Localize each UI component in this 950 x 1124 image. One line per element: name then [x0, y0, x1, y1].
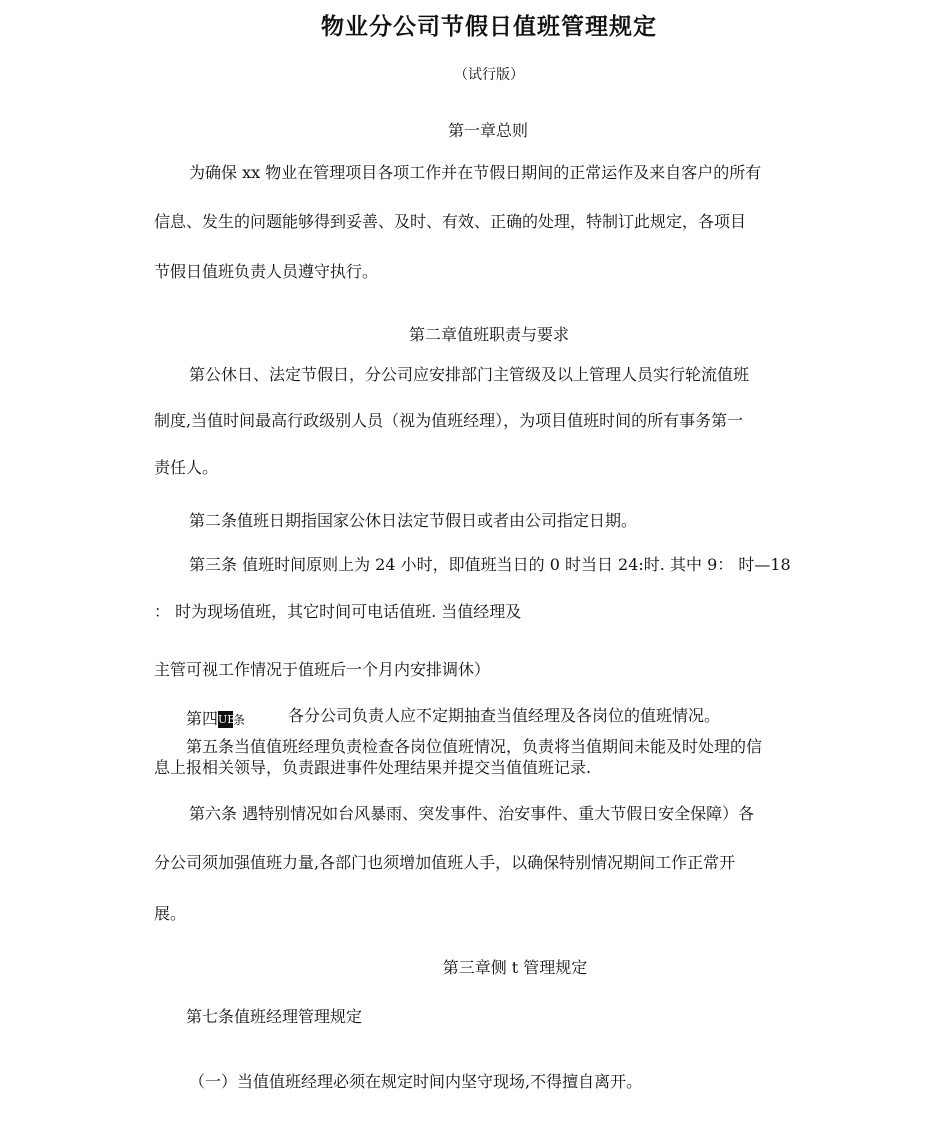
article-4-text: 各分公司负责人应不定期抽查当值经理及各岗位的值班情况。	[288, 706, 721, 725]
article-3-line-3: 主管可视工作情况于值班后一个月内安排调休）	[154, 660, 491, 679]
chapter-1-paragraph-line-1: 为确保 xx 物业在管理项目各项工作并在节假日期间的正常运作及来自客户的所有	[189, 163, 762, 182]
article-4-prefix: 第四	[186, 709, 219, 728]
article-1-line-3: 责任人。	[154, 458, 219, 477]
article-4-label	[186, 706, 245, 729]
article-6-line-3: 展。	[154, 904, 187, 923]
chapter-1-heading: 第一章总则	[447, 121, 528, 140]
article-6-line-1: 第六条 遇特别情况如台风暴雨、突发事件、治安事件、重大节假日安全保障）各	[189, 804, 755, 823]
chapter-3-heading: 第三章侧 t 管理规定	[442, 958, 588, 977]
chapter-1-paragraph-line-2: 信息、发生的问题能够得到妥善、及时、有效、正确的处理，特制订此规定，各项目	[154, 212, 747, 231]
article-7-item-1: （一）当值值班经理必须在规定时间内坚守现场,不得擅自离开。	[189, 1072, 643, 1091]
chapter-2-heading: 第二章值班职责与要求	[408, 325, 569, 344]
document-title: 物业分公司节假日值班管理规定	[321, 14, 657, 40]
article-3-line-1: 第三条 值班时间原则上为 24 小时，即值班当日的 0 时当日 24:时. 其中 9： 时—18	[189, 555, 791, 574]
chapter-1-paragraph-line-3: 节假日值班负责人员遵守执行。	[154, 262, 379, 281]
article-2: 第二条值班日期指国家公休日法定节假日或者由公司指定日期。	[189, 511, 638, 530]
article-5-line-2: 息上报相关领导，负责跟进事件处理结果并提交当值值班记录.	[154, 758, 592, 777]
article-4-suffix: 条	[233, 713, 246, 727]
article-1-line-1: 第公休日、法定节假日，分公司应安排部门主管级及以上管理人员实行轮流值班	[189, 365, 750, 384]
article-3-line-2: ： 时为现场值班，其它时间可电话值班. 当值经理及	[154, 602, 522, 621]
article-6-line-2: 分公司须加强值班力量,各部门也须增加值班人手，以确保特别情况期间工作正常开	[154, 853, 736, 872]
article-4-artifact-mark: UE	[218, 713, 236, 726]
article-1-line-2: 制度,当值时间最高行政级别人员（视为值班经理），为项目值班时间的所有事务第一	[154, 411, 744, 430]
document-subtitle: （试行版）	[454, 67, 524, 83]
article-7: 第七条值班经理管理规定	[186, 1007, 363, 1026]
article-5-line-1: 第五条当值值班经理负责检查各岗位值班情况，负责将当值期间未能及时处理的信	[186, 737, 763, 756]
